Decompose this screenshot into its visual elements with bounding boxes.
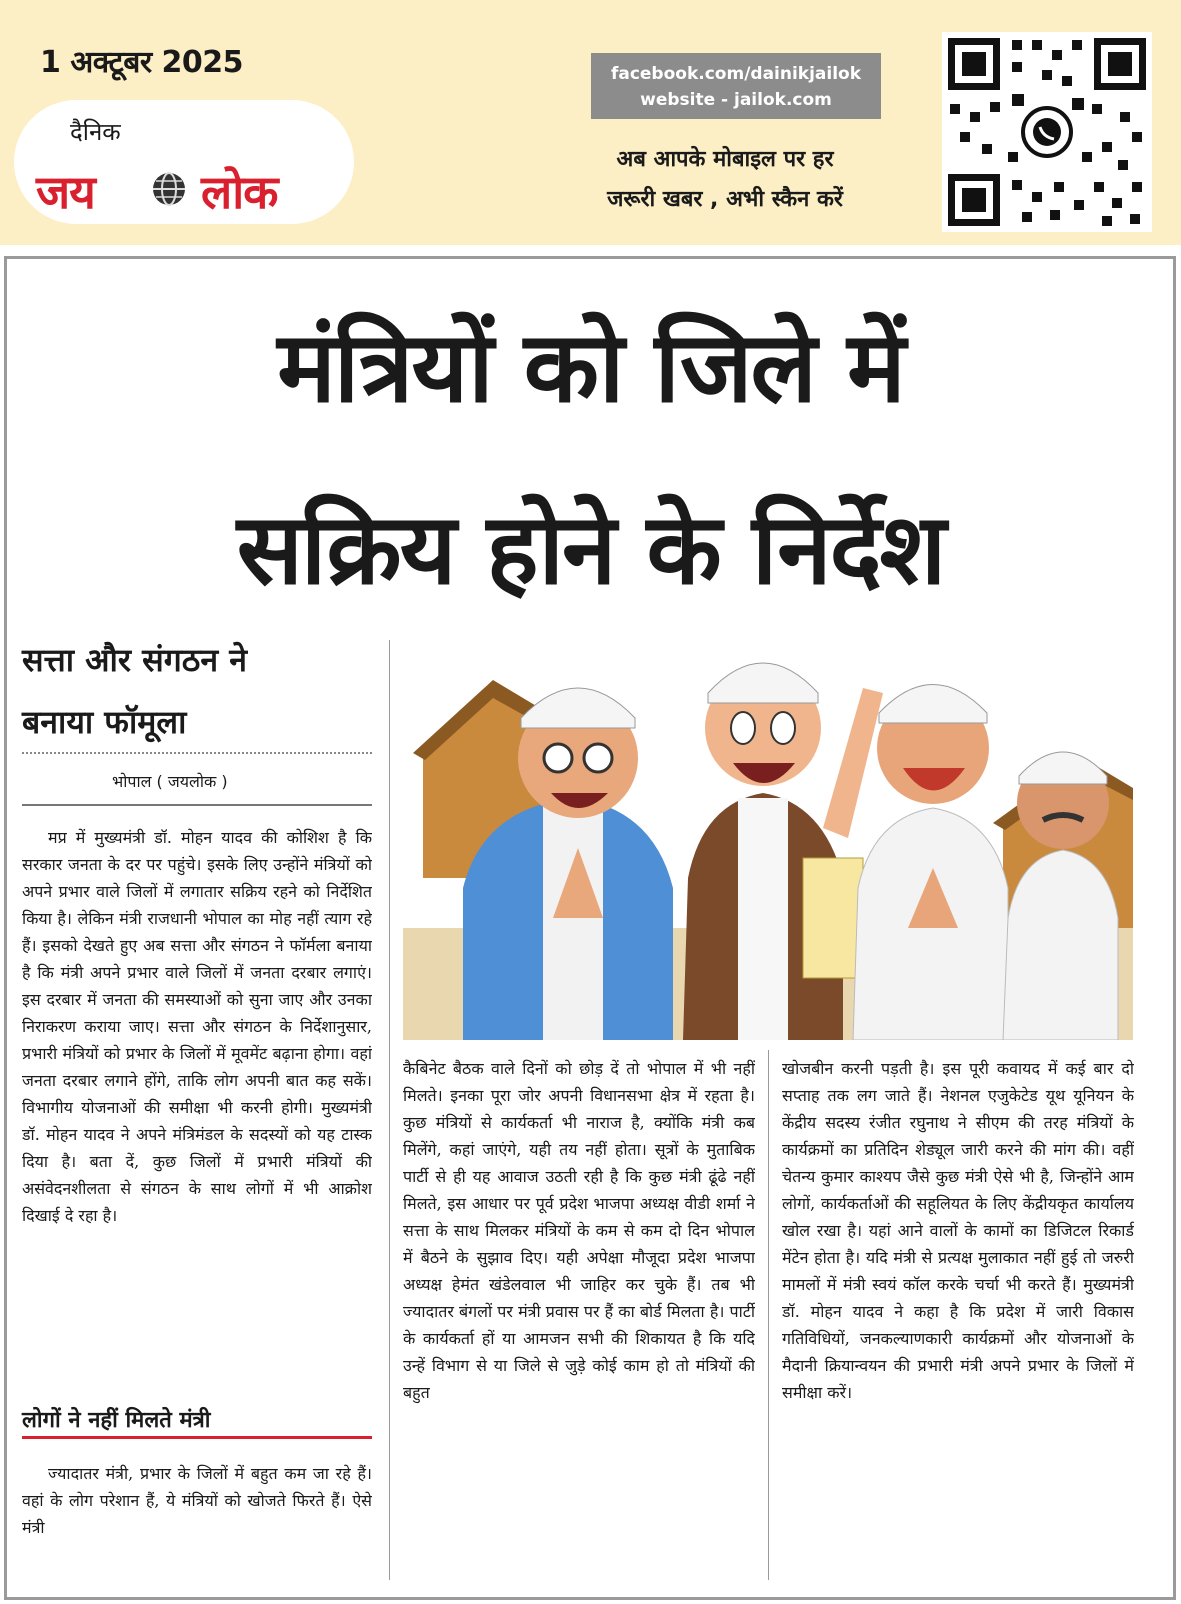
promo-line-2: जरूरी खबर , अभी स्कैन करें [607,187,843,212]
logo-word-2: लोक [201,165,278,219]
promo-line-1: अब आपके मोबाइल पर हर [616,147,834,172]
qr-code-icon[interactable] [942,32,1152,232]
paragraph: ज्यादातर मंत्री, प्रभार के जिलों में बहुत कम जा रहे हैं। वहां के लोग परेशान हैं, ये मंत्रियों को खोजते फिरते हैं। ऐसे मंत्री [22,1464,372,1537]
logo-word-1: जय [36,165,95,219]
subheadline-line-1: सत्ता और संगठन ने [22,641,248,679]
facebook-link[interactable]: facebook.com/dainikjailok [610,64,862,84]
headline-line-2: सक्रिय होने के निर्देश [236,493,945,607]
globe-icon [150,170,188,208]
divider-dotted [22,752,372,754]
scan-promo [555,140,895,220]
dateline: भोपाल ( जयलोक ) [112,772,228,791]
column-3-text [782,1055,1134,1575]
column-1-text [22,824,372,1410]
divider-solid [22,804,372,806]
paragraph: मप्र में मुख्यमंत्री डॉ. मोहन यादव की कोशिश है कि सरकार जनता के दर पर पहुंचे। इसके लिए उन्होंने मंत्रियों को अपने प्रभार वाले जिलों में लगातार सक्रिय रहने को निर्देशित किया है। लेकिन मंत्री राजधानी भोपाल का मोह नहीं त्याग रहे हैं। इसको देखते हुए अब सत्ता और संगठन ने फॉर्मला बनाया है कि मंत्री अपने प्रभार वाले जिलों में जनता दरबार लगाएं। इस दरबार में जनता की समस्याओं को सुना जाए और उनका निराकरण कराया जाए। सत्ता और संगठन के निर्देशानुसार, प्रभारी मंत्रियों को प्रभार के जिलों में मूवमेंट बढ़ाना होगा। वहां जनता दरबार लगाने होंगे, ताकि लोग अपनी बात कह सकें। विभागीय योजनाओं की समीक्षा भी करनी होगी। मुख्यमंत्री डॉ. मोहन यादव ने अपने मंत्रिमंडल के सदस्यों को यह टास्क दिया है। बता दें, कुछ जिलों में प्रभारी मंत्रियों की असंवेदनशीलता से संगठन के साथ लोगों में भी आक्रोश दिखाई दे रहा है। [22,828,372,1225]
section-subheading: लोगों ने नहीं मिलते मंत्री [22,1408,211,1433]
whatsapp-icon [1023,108,1071,156]
column-rule [768,1050,769,1580]
issue-date: 1 अक्टूबर 2025 [40,45,244,80]
paragraph: खोजबीन करनी पड़ती है। इस पूरी कवायद में कई बार दो सप्ताह तक लग जाते हैं। नेशनल एजुकेटेड यूथ यूनियन के केंद्रीय सदस्य रंजीत रघुनाथ ने सीएम की तरह मंत्रियों के कार्यक्रमों का प्रतिदिन शेड्यूल जारी करने की मांग की। वहीं चेतन्य कुमार काश्यप जैसे कुछ मंत्री ऐसे भी है, जिन्होंने आम लोगों, कार्यकर्ताओं की सहूलियत के लिए केंद्रीयकृत कार्यालय खोल रखा है। यहां आने वालों के कामों का डिजिटल रिकार्ड मेंटेन होता है। यदि मंत्री से प्रत्यक्ष मुलाकात नहीं हुई तो जरुरी मामलों में मंत्री स्वयं कॉल करके चर्चा भी करते हैं। मुख्यमंत्री डॉ. मोहन यादव ने कहा है कि प्रदेश में जारी विकास गतिविधियों, जनकल्याणकारी कार्यक्रमों और योजनाओं के मैदानी क्रियान्वयन की प्रभारी मंत्री अपने प्रभार के जिलों में समीक्षा करें। [782,1059,1134,1402]
divider-red [22,1436,372,1439]
column-1-continued [22,1460,372,1570]
website-link[interactable]: website - jailok.com [640,90,832,110]
politicians-cartoon [403,628,1133,1040]
social-info-box [591,53,881,119]
column-rule [389,640,390,1580]
column-2-text [403,1055,755,1575]
headline-line-1: मंत्रियों को जिले में [277,311,904,425]
subheadline-line-2: बनाया फॉमूला [22,703,187,741]
newspaper-logo [36,160,278,222]
paragraph: कैबिनेट बैठक वाले दिनों को छोड़ दें तो भोपाल में भी नहीं मिलते। इनका पूरा जोर अपनी विधानसभा क्षेत्र में रहता है। कुछ मंत्रियों से कार्यकर्ता भी नाराज है, क्योंकि मंत्री कब मिलेंगे, कहां जाएंगे, यही तय नहीं होता। सूत्रों के मुताबिक पार्टी से ही यह आवाज उठती रही है कि कुछ मंत्री ढूंढे नहीं मिलते, इस आधार पर पूर्व प्रदेश भाजपा अध्यक्ष वीडी शर्मा ने सत्ता के साथ मिलकर मंत्रियों के कम से कम दो दिन भोपाल में बैठने के सुझाव दिए। यही अपेक्षा मौजूदा प्रदेश भाजपा अध्यक्ष हेमंत खंडेलवाल भी जाहिर कर चुके हैं। तब भी ज्यादातर बंगलों पर मंत्री प्रवास पर हैं का बोर्ड मिलता है। पार्टी के कार्यकर्ता हों या आमजन सभी की शिकायत है कि यदि उन्हें विभाग से या जिले से जुड़े कोई काम हो तो मंत्रियों की बहुत [403,1059,755,1402]
logo-small-text: दैनिक [70,118,121,146]
